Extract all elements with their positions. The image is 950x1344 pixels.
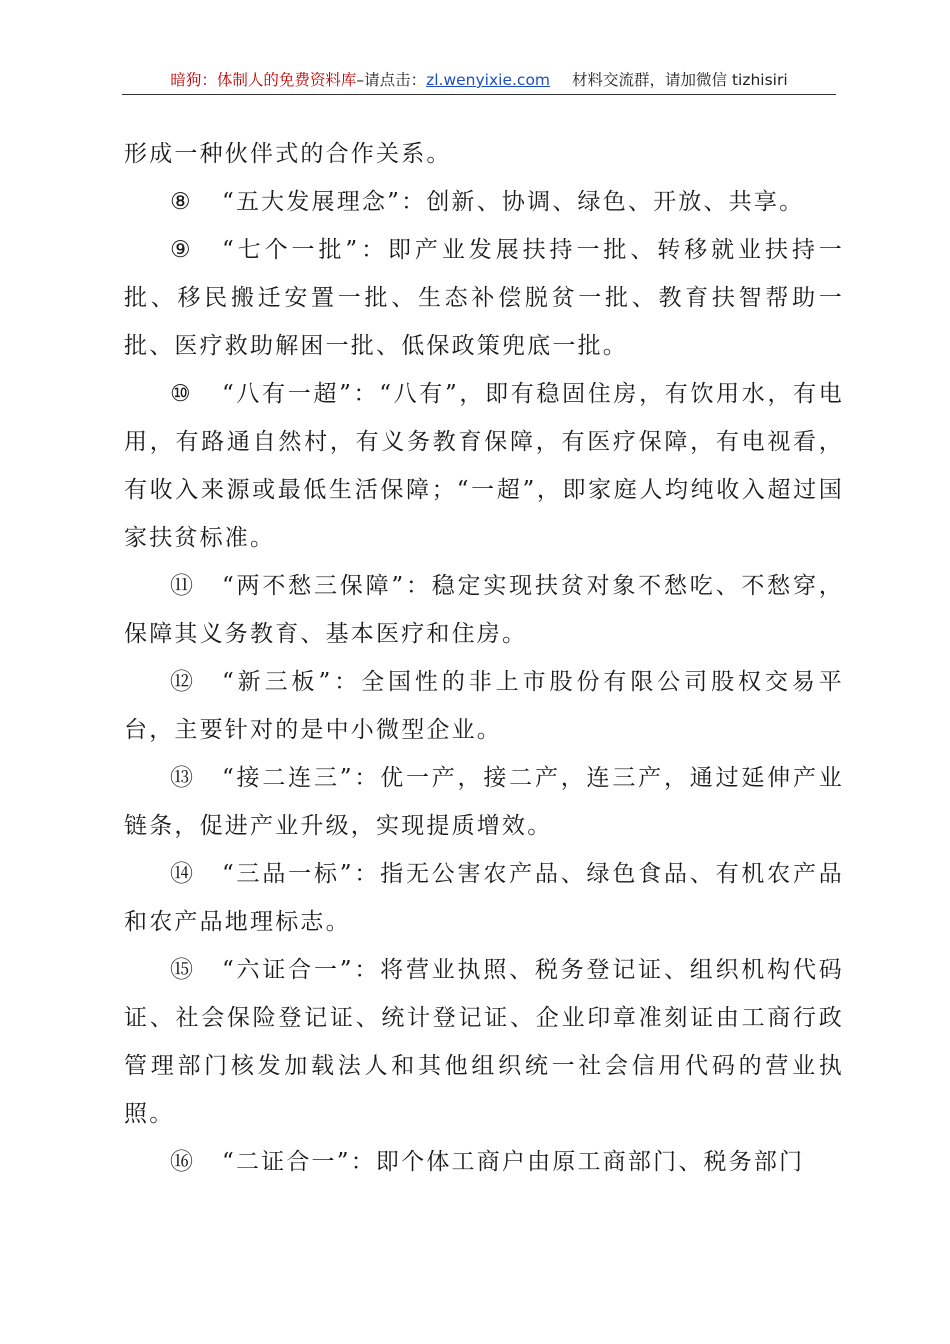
document-body [124,130,844,1186]
header-link[interactable]: zl.wenyixie.com [426,71,551,89]
paragraph-text: 形成一种伙伴式的合作关系。 [124,141,452,167]
paragraph-text: “七个一批”：即产业发展扶持一批、转移就业扶持一批、移民搬迁安置一批、生态补偿脱贫一批、教育扶智帮助一批、医疗救助解困一批、低保政策兜底一批。 [124,237,844,359]
paragraph-item-13 [124,754,844,850]
paragraph-continuation [124,130,844,178]
item-number: ⑮ [170,957,196,983]
paragraph-item-16 [124,1138,844,1186]
paragraph-item-10 [124,370,844,562]
paragraph-item-8 [124,178,844,226]
paragraph-text: “八有一超”：“八有”，即有稳固住房，有饮用水，有电用，有路通自然村，有义务教育保障，有医疗保障，有电视看，有收入来源或最低生活保障；“一超”，即家庭人均纯收入超过国家扶贫标准。 [124,381,844,551]
item-number: ⑧ [170,189,193,215]
item-number: ⑩ [170,381,193,407]
paragraph-text: “接二连三”：优一产，接二产，连三产，通过延伸产业链条，促进产业升级，实现提质增效。 [124,765,844,839]
item-number: ⑪ [170,573,196,599]
paragraph-item-11 [124,562,844,658]
paragraph-text: “两不愁三保障”：稳定实现扶贫对象不愁吃、不愁穿，保障其义务教育、基本医疗和住房。 [124,573,844,647]
paragraph-text: “五大发展理念”：创新、协调、绿色、开放、共享。 [222,189,805,215]
item-number: ⑬ [170,765,196,791]
paragraph-item-12 [124,658,844,754]
item-number: ⑭ [170,861,196,887]
item-number: ⑨ [170,237,193,263]
paragraph-item-9 [124,226,844,370]
paragraph-text: “三品一标”：指无公害农产品、绿色食品、有机农产品和农产品地理标志。 [124,861,844,935]
item-number: ⑯ [170,1149,196,1175]
paragraph-item-14 [124,850,844,946]
paragraph-text: “六证合一”：将营业执照、税务登记证、组织机构代码证、社会保险登记证、统计登记证、企业印章准刻证由工商行政管理部门核发加载法人和其他组织统一社会信用代码的营业执照。 [124,957,844,1127]
item-number: ⑫ [170,669,196,695]
header-wechat-note: 材料交流群，请加微信 tizhisiri [572,71,788,89]
header-site-name: 暗狗：体制人的免费资料库 [170,71,357,89]
paragraph-text: “新三板”：全国性的非上市股份有限公司股权交易平台，主要针对的是中小微型企业。 [124,669,844,743]
paragraph-text: “二证合一”：即个体工商户由原工商部门、税务部门 [222,1149,805,1175]
paragraph-item-15 [124,946,844,1138]
header-click-prompt: –请点击： [356,71,427,89]
page-header [122,66,836,95]
